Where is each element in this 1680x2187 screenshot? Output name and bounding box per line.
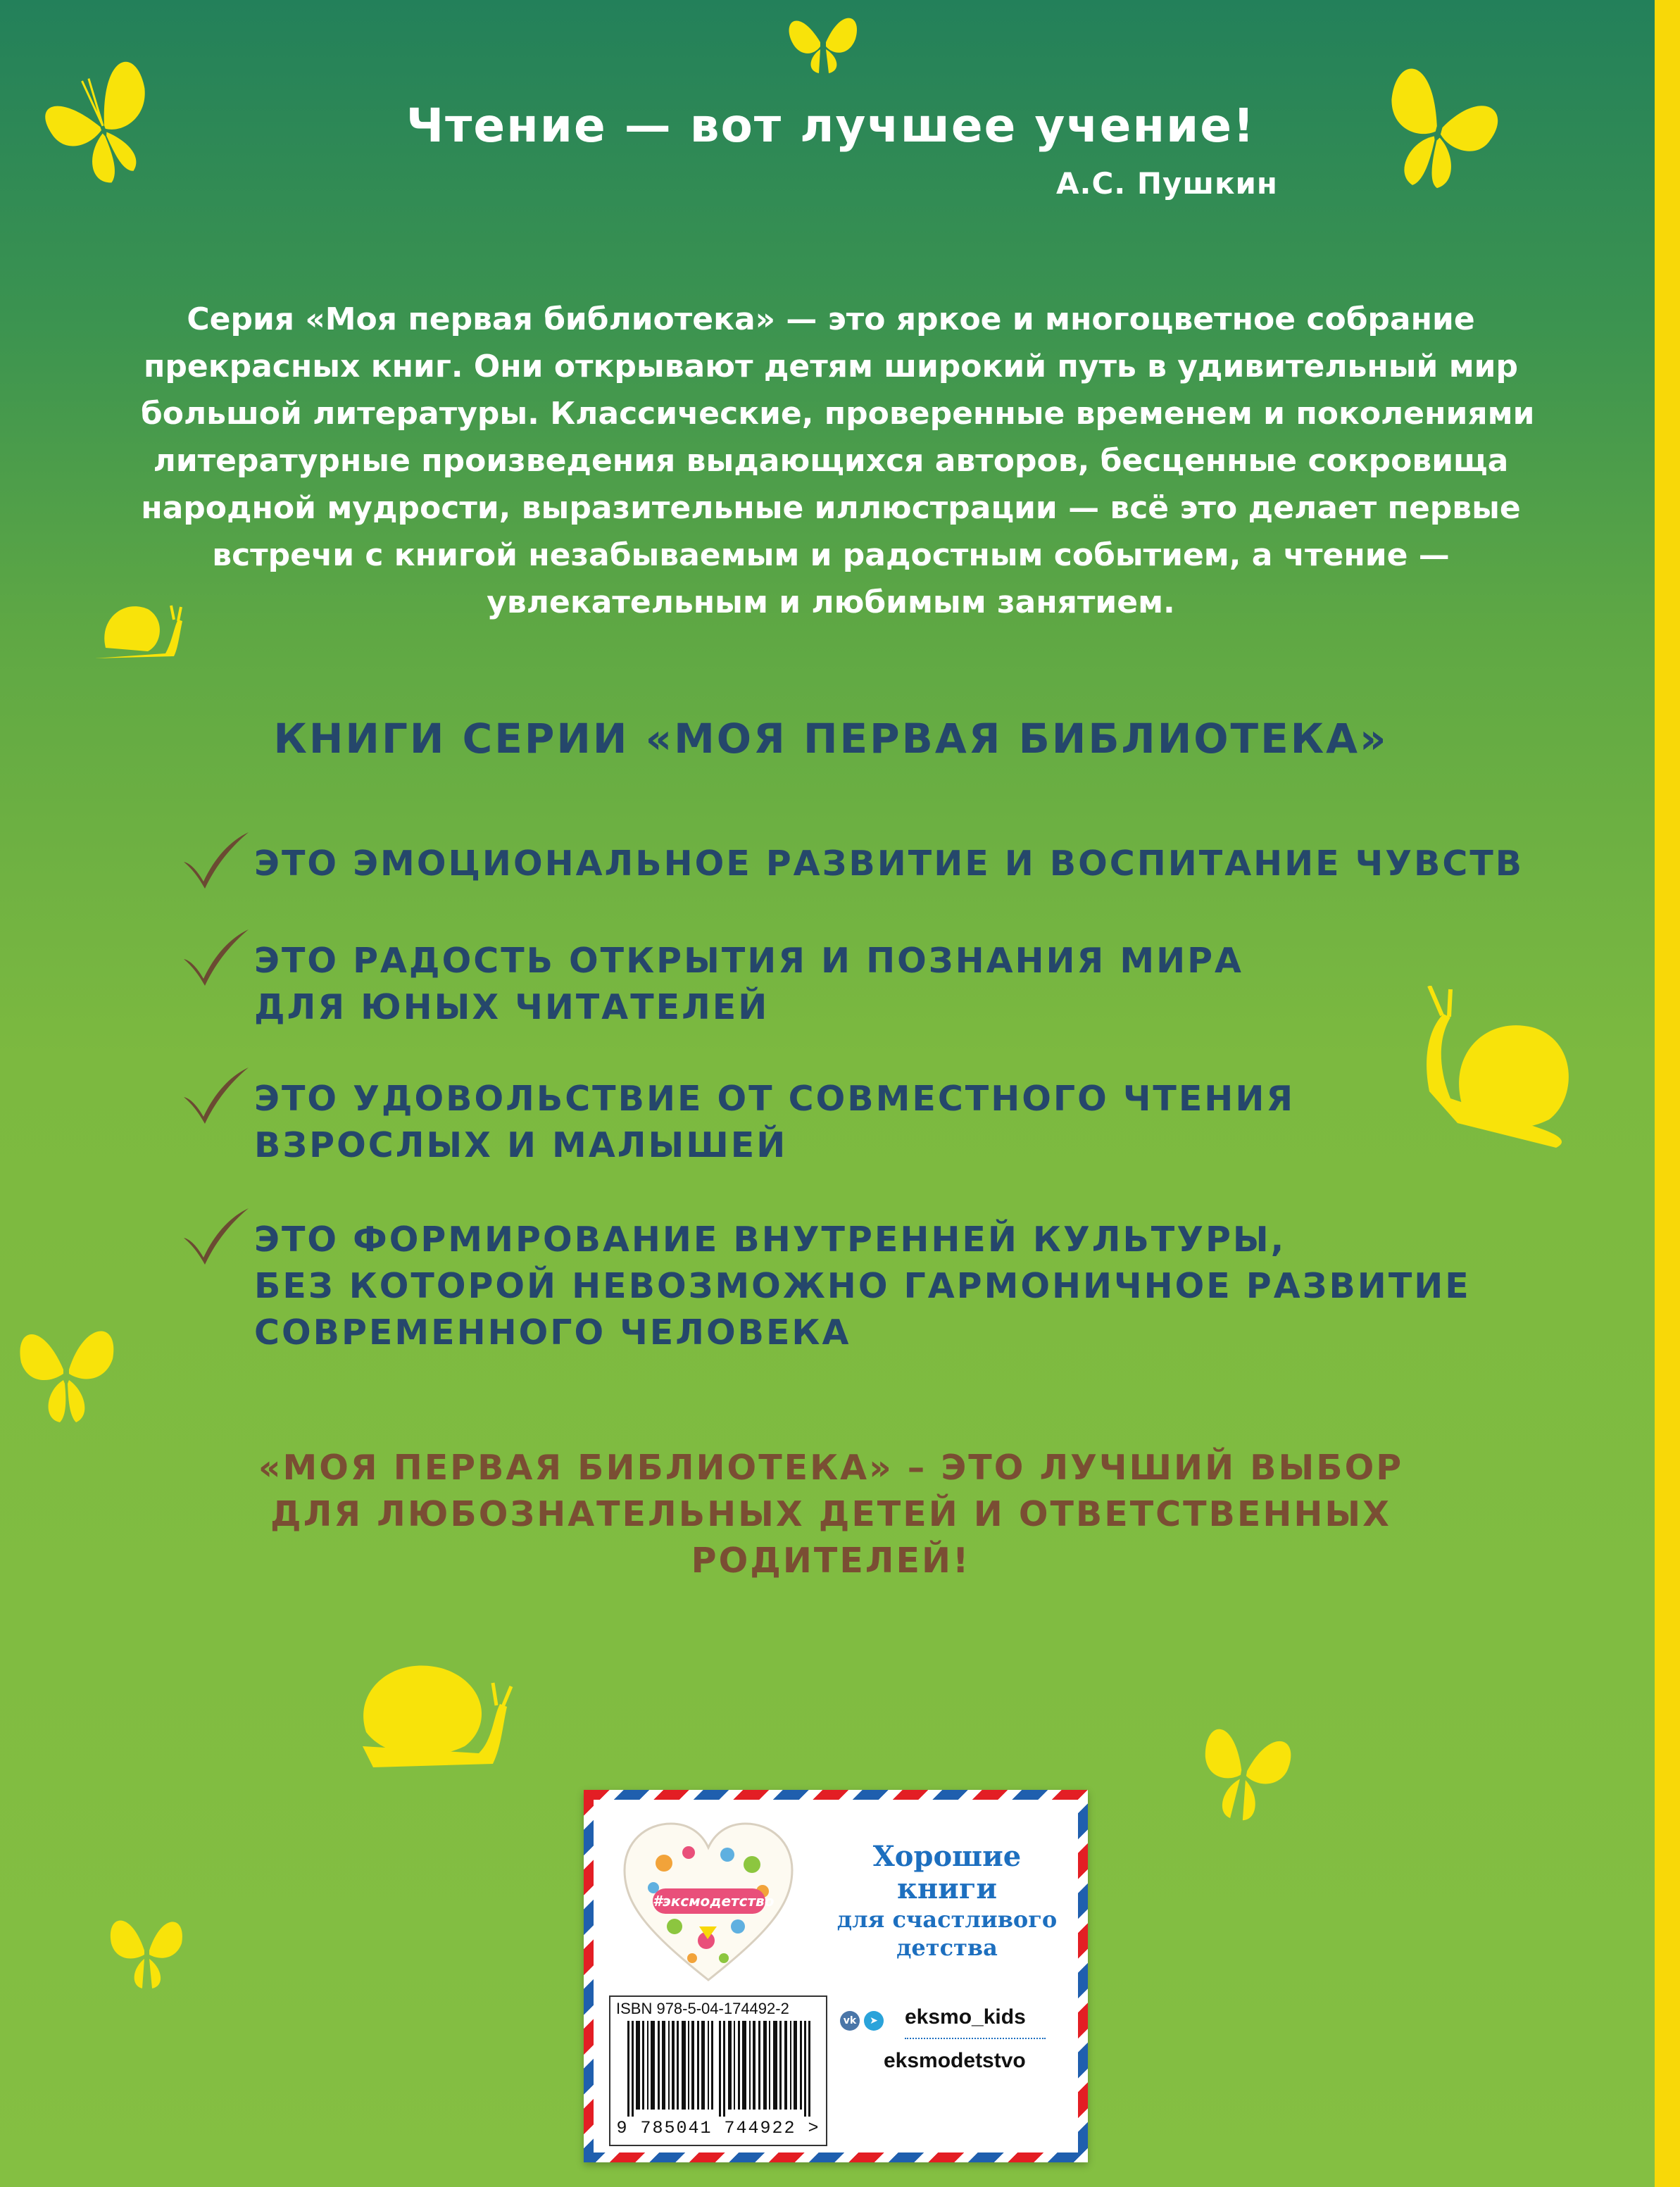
- benefit-text: [254, 841, 1524, 887]
- slogan-line: книги: [896, 1872, 997, 1905]
- benefit-line: ЭТО ФОРМИРОВАНИЕ ВНУТРЕННЕЙ КУЛЬТУРЫ,: [254, 1220, 1286, 1260]
- intro-line: встречи с книгой незабываемым и радостным событием, а чтение —: [212, 537, 1450, 573]
- series-heading: КНИГИ СЕРИИ «МОЯ ПЕРВАЯ БИБЛИОТЕКА»: [273, 715, 1388, 763]
- closing-line: «МОЯ ПЕРВАЯ БИБЛИОТЕКА» – ЭТО ЛУЧШИЙ ВЫБОР: [258, 1448, 1404, 1488]
- intro-paragraph: [141, 296, 1535, 626]
- benefit-text: [254, 1076, 1295, 1169]
- hashtag-label: #эксмодетство: [653, 1888, 765, 1914]
- intro-line: литературные произведения выдающихся авторов, бесценные сокровища: [153, 443, 1509, 479]
- eksmo-heart-logo: [622, 1821, 795, 1987]
- barcode-bars: [627, 2021, 815, 2117]
- spine-strip: [1655, 0, 1680, 2187]
- benefit-text: [254, 938, 1243, 1031]
- benefit-text: [254, 1217, 1471, 1356]
- telegram-icon[interactable]: ➤: [864, 2011, 884, 2031]
- vk-icon[interactable]: vk: [840, 2011, 860, 2031]
- slogan-line: для счастливого: [836, 1906, 1058, 1933]
- benefit-line: ЭТО РАДОСТЬ ОТКРЫТИЯ И ПОЗНАНИЯ МИРА: [254, 941, 1243, 981]
- envelope-body: [594, 1800, 1078, 2152]
- publisher-slogan: [813, 1841, 1081, 1962]
- barcode-number: 9 785041 744922 >: [616, 2118, 820, 2138]
- butterfly-icon: [106, 1901, 190, 1993]
- benefit-line: БЕЗ КОТОРОЙ НЕВОЗМОЖНО ГАРМОНИЧНОЕ РАЗВИТИЕ: [254, 1266, 1471, 1306]
- intro-line: увлекательным и любимым занятием.: [487, 584, 1175, 620]
- epigraph-quote: Чтение — вот лучшее учение!: [406, 99, 1256, 153]
- benefit-line: ЭТО УДОВОЛЬСТВИЕ ОТ СОВМЕСТНОГО ЧТЕНИЯ: [254, 1079, 1296, 1119]
- closing-statement: [0, 1445, 1662, 1584]
- intro-line: прекрасных книг. Они открывают детям широкий путь в удивительный мир: [143, 349, 1518, 384]
- intro-line: Серия «Моя первая библиотека» — это яркое и многоцветное собрание: [187, 301, 1475, 337]
- epigraph-author: А.С. Пушкин: [1056, 166, 1278, 201]
- benefit-line: ДЛЯ ЮНЫХ ЧИТАТЕЛЕЙ: [254, 987, 770, 1027]
- intro-line: народной мудрости, выразительные иллюстрации — всё это делает первые: [141, 490, 1521, 526]
- social-handle[interactable]: eksmodetstvo: [884, 2049, 1026, 2072]
- butterfly-icon: [14, 1306, 120, 1426]
- snail-icon: [352, 1648, 514, 1781]
- checkmark-icon: [181, 1066, 251, 1125]
- butterfly-icon: [785, 0, 863, 77]
- checkmark-icon: [181, 928, 251, 987]
- benefit-line: СОВРЕМЕННОГО ЧЕЛОВЕКА: [254, 1312, 851, 1353]
- dotted-divider: [905, 2038, 1046, 2039]
- benefit-line: ЭТО ЭМОЦИОНАЛЬНОЕ РАЗВИТИЕ И ВОСПИТАНИЕ ЧУВСТВ: [254, 844, 1524, 884]
- intro-line: большой литературы. Классические, проверенные временем и поколениями: [141, 396, 1535, 432]
- publisher-envelope: [584, 1790, 1088, 2162]
- isbn-label: ISBN 978-5-04-174492-2: [616, 2000, 789, 2017]
- social-handle[interactable]: eksmo_kids: [905, 2005, 1026, 2029]
- snail-icon: [1415, 986, 1584, 1155]
- checkmark-icon: [181, 831, 251, 890]
- checkmark-icon: [181, 1207, 251, 1266]
- barcode: [609, 1995, 827, 2146]
- butterfly-icon: [1197, 1711, 1296, 1824]
- benefit-line: ВЗРОСЛЫХ И МАЛЫШЕЙ: [254, 1125, 788, 1165]
- closing-line: РОДИТЕЛЕЙ!: [691, 1541, 971, 1581]
- slogan-line: Хорошие: [872, 1840, 1022, 1873]
- slogan-line: детства: [896, 1934, 998, 1961]
- closing-line: ДЛЯ ЛЮБОЗНАТЕЛЬНЫХ ДЕТЕЙ И ОТВЕТСТВЕННЫХ: [270, 1494, 1391, 1534]
